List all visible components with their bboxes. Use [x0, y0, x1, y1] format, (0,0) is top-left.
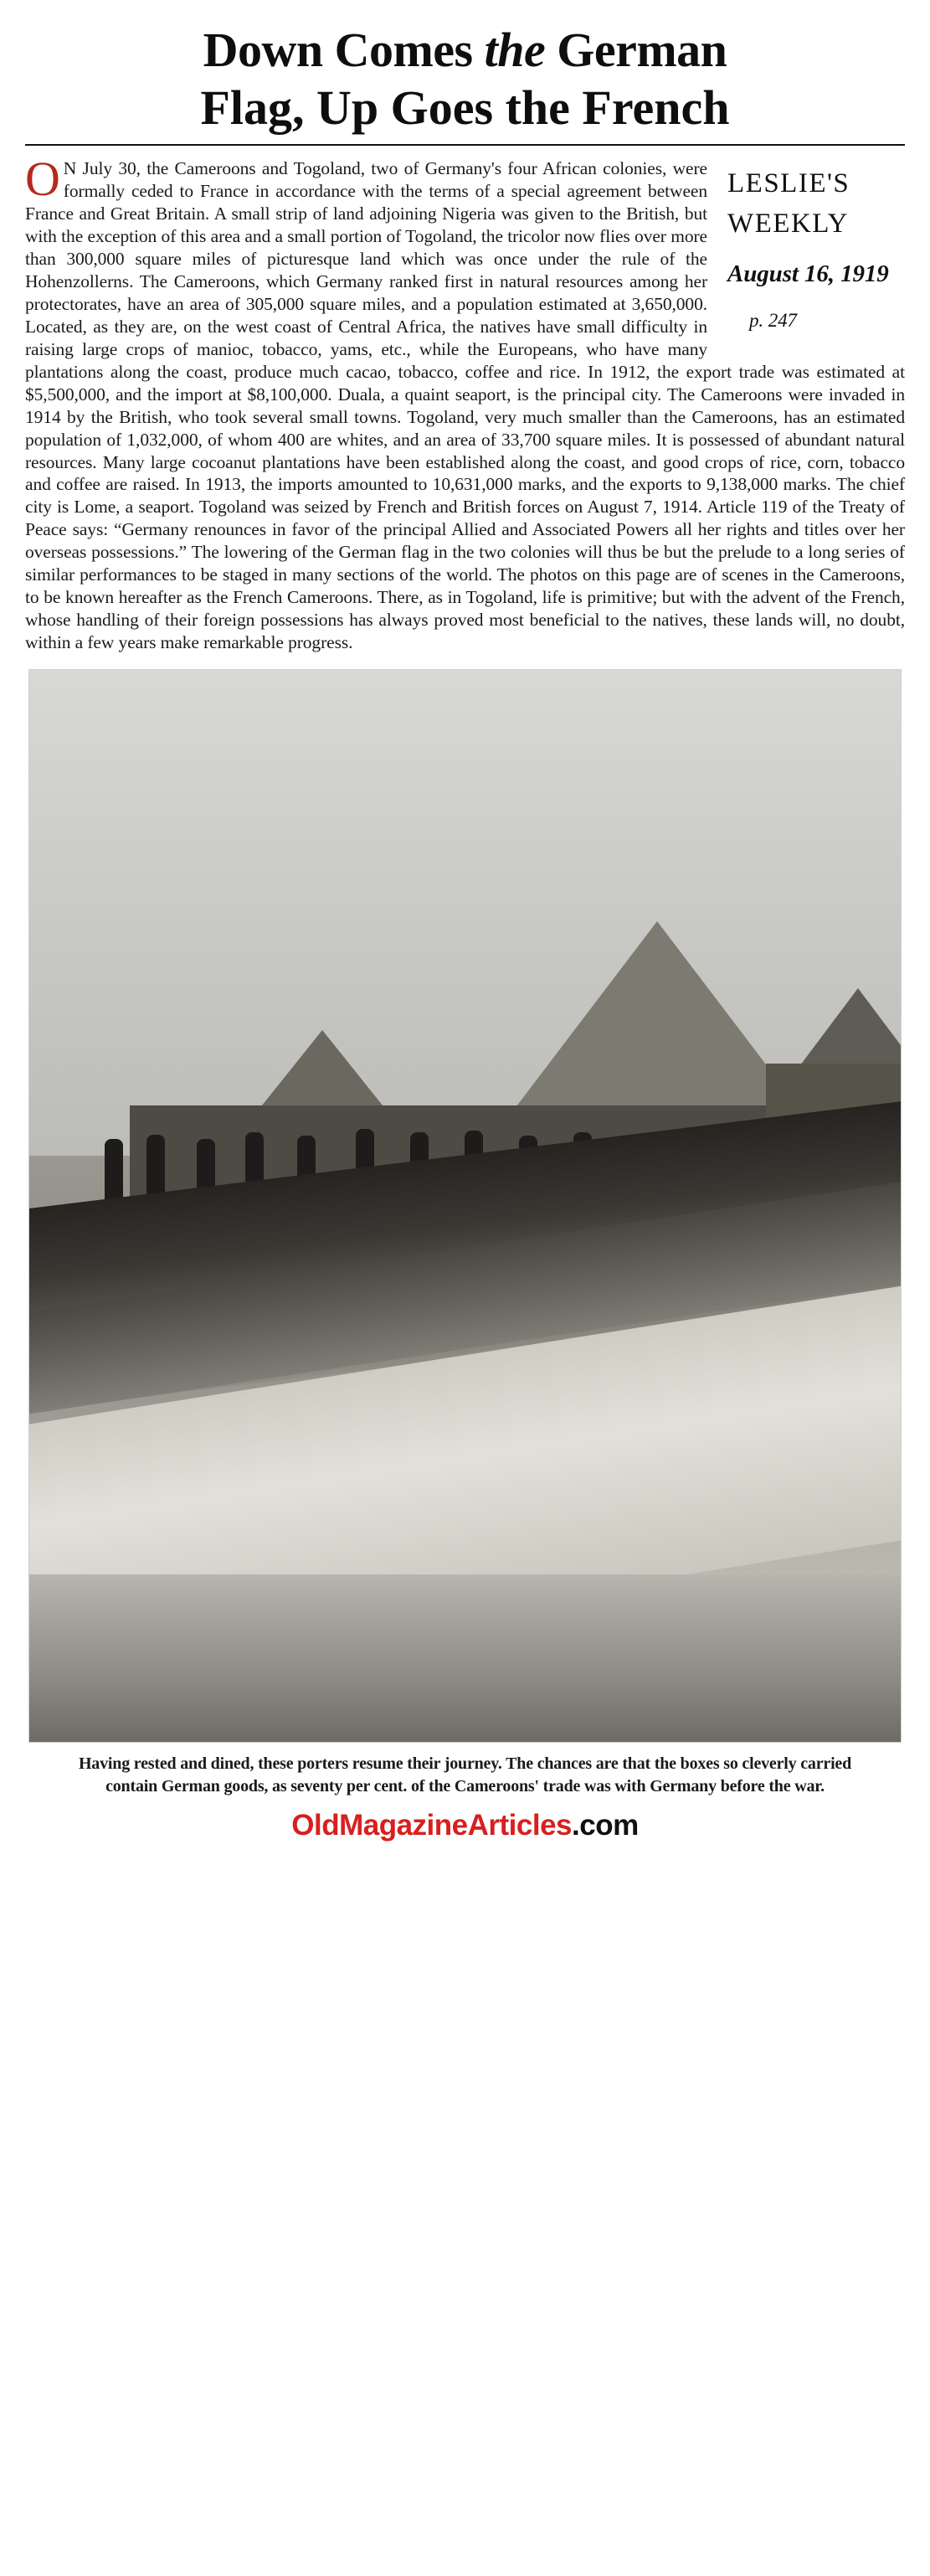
headline-line2-part2: French: [569, 80, 730, 135]
watermark-tld: .com: [572, 1809, 639, 1842]
article-photograph: [28, 669, 902, 1743]
header-divider: [25, 144, 905, 146]
masthead-page-number: p. 247: [749, 310, 797, 332]
article-body: [25, 151, 905, 654]
drop-cap: O: [25, 151, 60, 206]
photo-caption: Having rested and dined, these porters resume their journey. The chances are that the boxes so cleverly carried contain German goods, as seventy per cent. of the Cameroons' trade was with Germany before the war.: [78, 1754, 852, 1795]
masthead-publication-line2: WEEKLY: [727, 208, 849, 239]
watermark-name: OldMagazineArticles: [291, 1809, 573, 1842]
masthead-publication-line1: LESLIE'S: [727, 167, 850, 198]
photo-bottom-shadow: [29, 1574, 901, 1742]
article-paragraph: N July 30, the Cameroons and Togoland, two of Germany's four African colonies, were formally ceded to France in accordance with the terms of a special agreement between France and Great Britain. A small strip of land adjoining Nigeria was given to the British, but with the exception of this area and a small portion of Togoland, the tricolor now flies over more than 300,000 square miles of picturesque land which was once under the rule of the Hohenzollerns. The Cameroons, which Germany ranked first in natural resources among her protectorates, have an area of 305,000 square miles, and a population estimated at 3,650,000. Located, as they are, on the west coast of Central Africa, the natives have small difficulty in raising large crops of manioc, tobacco, yams, etc., while the Europeans, who have many plantations along the coast, produce much cacao, tobacco, coffee and rice. In 1912, the export trade was estimated at $5,500,000, and the import at $8,100,000. Duala, a quaint seaport, is the principal city. The Cameroons were invaded in 1914 by the British, who took several small towns. Togoland, very much smaller than the Cameroons, has an estimated population of 1,032,000, of whom 400 are whites, and an area of 33,700 square miles. It is possessed of abundant natural resources. Many large cocoanut plantations have been established along the coast, and good crops of rice, corn, tobacco and coffee are raised. In 1913, the imports amounted to 10,631,000 marks, and the exports to 9,138,000 marks. The chief city is Lome, a seaport. Togoland was seized by French and British forces on August 7, 1914. Article 119 of the Treaty of Peace says: “Germany renounces in favor of the principal Allied and Associated Powers all her rights and titles over her overseas possessions.” The lowering of the German flag in the two colonies will thus be but the prelude to a long series of similar performances to be staged in many sections of the world. The photos on this page are of scenes in the Cameroons, to be known hereafter as the French Cameroons. There, as in Togoland, life is primitive; but with the advent of the French, whose handling of their foreign possessions has always proved most beneficial to the natives, these lands will, no doubt, within a few years make remarkable progress.: [25, 157, 905, 653]
masthead-block: [727, 164, 905, 333]
headline-line1-part1: Down Comes: [203, 23, 485, 77]
headline-line1-italic: the: [484, 23, 546, 77]
headline-line1-part2: German: [545, 23, 727, 77]
site-watermark: [25, 1809, 905, 1842]
page-title: [25, 23, 905, 78]
masthead-issue-date: August 16, 1919: [727, 260, 889, 287]
headline-line2-italic: the: [505, 80, 570, 135]
headline-line2-part1: Flag, Up Goes: [200, 80, 506, 135]
page-title-line2: [25, 81, 905, 136]
